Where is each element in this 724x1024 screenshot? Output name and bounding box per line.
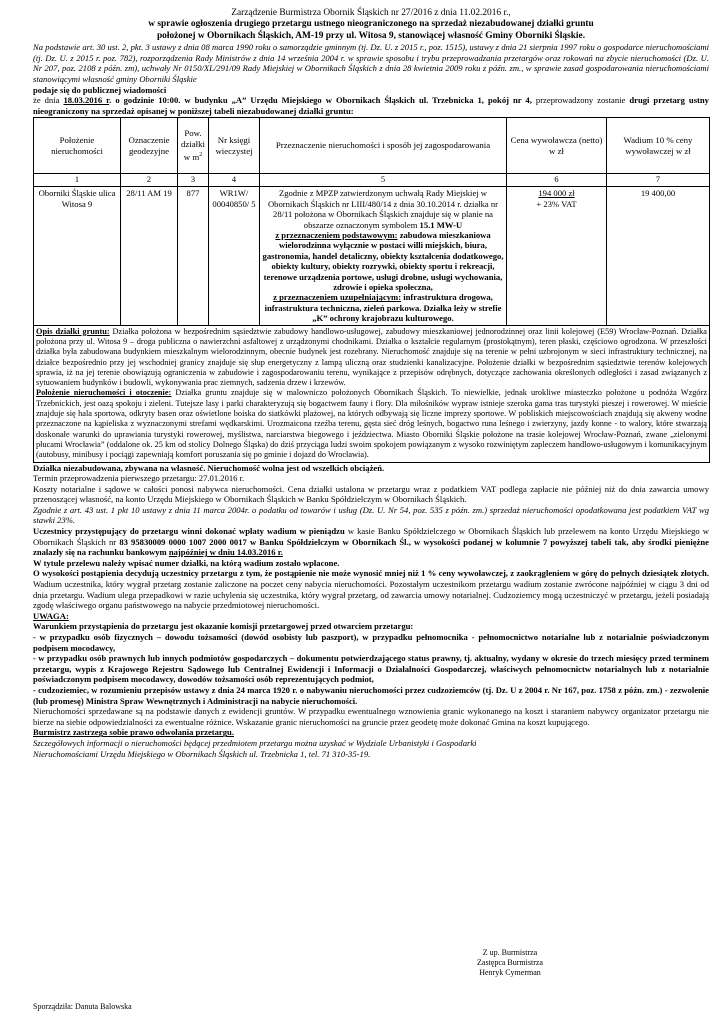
basic-purpose-label: z przeznaczeniem podstawowym:: [275, 230, 398, 240]
cell-deposit: 19 400,00: [607, 187, 710, 325]
intro-text-2: przeprowadzony zostanie: [531, 95, 630, 106]
first-tender-date: Termin przeprowadzenia pierwszego przetargu: 27.01.2016 r.: [33, 473, 245, 484]
ordinance-title: Zarządzenie Burmistrza Obornik Śląskich nr 27/2016 z dnia 11.02.2016 r.,: [231, 8, 511, 18]
requirement-companies: - w przypadku osób prawnych lub innych podmiotów gospodarczych – dokumentu potwierdzającego status prawny, tj. aktualny, wydany w okresie do trzech miesięcy przed terminem przetargu, wypis z Krajowego Rejestru Sądowego lub Centralnej Ewidencji i Informacji o Działalności Gospodarczej, właściwych pełnomocnictw notarialnych lub z notarialnie poświadczonym podpisem mocodawcy, dowodów tożsamości osób reprezentujących podmiot,: [33, 653, 709, 685]
costs-paragraph: Koszty notarialne i sądowe w całości ponosi nabywca nieruchomości. Cena działki ustalona w przetargu wraz z podatkiem VAT podlega zapłacie nie później niż do dnia zawarcia umowy przenoszącej własność, na konto Urzędu Miejskiego w Obornikach Śląskich w Banku Spółdzielczym w Obornikach Śląskich.: [33, 483, 709, 505]
header-price: Cena wywoławcza (netto) w zł: [507, 118, 607, 174]
location-description-label: Położenie nieruchomości i otoczenie:: [36, 388, 172, 398]
requirement-individuals: - w przypadku osób fizycznych – dowodu tożsamości (dowód osobisty lub paszport), w przypadku pełnomocnika - pełnomocnictwo notarialne lub z notarialnie poświadczonym podpisem mocodawcy,: [33, 632, 709, 653]
deposit-account: 83 95830009 0000 1007 2000 0017 w Banku Spółdzielczym w Obornikach Śl., w wysokości podanej w kolumnie 7 powyższej tabeli tak, aby środki pieniężne znalazły się na rachunku bankowym: [33, 536, 709, 558]
plot-description-label: Opis działki gruntu:: [36, 326, 110, 336]
supplementary-purpose-label: z przeznaczeniem uzupełniającym:: [273, 292, 402, 303]
header-area-label: Pow. działki w m: [181, 128, 205, 163]
header-land-register: Nr księgi wieczystej: [209, 118, 260, 174]
deposit-deadline: najpóźniej w dniu 14.03.2016 r.: [168, 547, 283, 558]
bid-increment: O wysokości postąpienia decydują uczestnicy przetargu z tym, że postąpienie nie może wynosić mniej niż 1 % ceny wywoławczej, z zaokrągleniem w górę do pełnych dziesiątek złotych.: [33, 568, 709, 579]
deposit-lead: Uczestnicy przystępujący do przetargu winni dokonać wpłaty wadium w pieniądzu: [33, 526, 345, 537]
col-number: 4: [209, 174, 260, 187]
tender-location: . o godzinie 10:00. w budynku „A” Urzędu Miejskiego w Obornikach Śląskich ul. Trzebnicka 1, pokój nr 4,: [109, 95, 532, 106]
cell-price: [507, 187, 607, 325]
intro-text-1: że dnia: [33, 95, 64, 106]
header-area-sup: 2: [199, 152, 203, 159]
signature-line-1: Z up. Burmistrza: [482, 948, 538, 957]
header-area: [178, 118, 209, 174]
header-deposit: Wadium 10 % ceny wywoławczej w zł: [607, 118, 710, 174]
attention-lead: Warunkiem przystąpienia do przetargu jest okazanie komisji przetargowej przed otwarciem przetargu:: [33, 621, 414, 632]
signature-line-2: Zastępca Burmistrza: [477, 958, 543, 967]
signature-block: [460, 948, 560, 978]
prepared-by: Sporządziła: Danuta Balowska: [33, 1002, 132, 1011]
location-description-text: Działka gruntu znajduje się w malowniczo położonych Obornikach Śląskich. To niewielkie, jednak urokliwe miasteczko położone u podnóża Wzgórz Trzebnickich, jest oazą spokoju i zieleni. Tutejsze lasy i parki charakteryzują się bogactwem fauny i flory. Dla miłośników wypraw istnieje szeroka gama tras turystyki pieszej i rowerowej. W mieście znajduje się hala sportowa, odkryty basen oraz oświetlone boiska do siatkówki plażowej, na których odbywają się liczne imprezy sportowe. W pobliskich miejscowościach znajdują się akweny wodne przeznaczone na kąpieliska z wyznaczonymi strefami wędkarskimi. Urozmaicona rzeźba terenu, gęsta sieć dróg leśnych, bogactwo runa leśnego i zwierzyny, jazdy konne - to walory, które stwarzają doskonałe warunki do uprawiania turystyki rowerowej, myślistwa, narciarstwa biegowego i jeździectwa. Miasto Oborniki Śląskie położone na trasie kolejowej Wrocław-Poznań, zwane „zielonymi płucami Wrocławia” (oddalone ok. 25 km od stolicy Dolnego Śląska) do dziś przyciąga ludzi swoim spokojem powiązanym z wysoko rozwiniętym zapleczem handlowo-usługowym i komunikacyjnym (autobusy, minibusy i pociągi zapewniają komfort poruszania się po gminie i dojazd do Wrocławia).: [36, 388, 708, 460]
purpose-intro: Zgodnie z MPZP zatwierdzonym uchwałą Rady Miejskiej w Obornikach Śląskich nr LIII/480/14 z dnia 30.10.2014 r. działka nr 28/11 położona w Obornikach Śląskich znajduje się w planie na obszarze oznaczonym symbolem: [267, 188, 499, 230]
col-number: 6: [507, 174, 607, 187]
deposit-title-note: W tytule przelewu należy wpisać numer działki, na którą wadium zostało wpłacone.: [33, 557, 340, 568]
attention-heading: UWAGA:: [33, 610, 69, 621]
col-number: 5: [260, 174, 507, 187]
cell-location: Oborniki Śląskie ulica Witosa 9: [34, 187, 121, 325]
boundaries-paragraph: Nieruchomości sprzedawane są na podstawie danych z ewidencji gruntów. W przypadku ewentualnego wznowienia granic wykonanego na koszt i staraniem nabywcy organizator przetargu nie bierze na siebie odpowiedzialności za ewentualne różnice. Wskazanie granic nieruchomości na gruncie przez geodetę może dokonać Gmina na koszt kupującego.: [33, 706, 709, 727]
legal-basis: Na podstawie art. 30 ust. 2, pkt. 3 ustawy z dnia 08 marca 1990 roku o samorządzie gminnym (tj. Dz. U. z 2015 r., poz. 1515), ustawy z dnia 21 sierpnia 1997 roku o gospodarce nieruchomościami (tj. Dz. U. z 2015 r. poz. 782), rozporządzenia Rady Ministrów z dnia 14 września 2004 r. w sprawie sposobu i trybu przeprowadzania przetargów oraz rokowań na zbycie nieruchomości (Dz. U. Nr 207, poz. 2108 z późn. zm), uchwały Nr 0150/XL/291/09 Rady Miejskiej w Obornikach Śląskich z dnia 28 kwietnia 2009 roku z późn. zm., w sprawie zasad gospodarowania nieruchomościami stanowiącymi własność gminy Oborniki Śląskie: [33, 42, 709, 84]
cell-area: 877: [178, 187, 209, 325]
deposit-text: w kasie Banku Spółdzielczego w Obornikach Śląskich lub przelewem na konto Urzędu Miejskiego w Obornikach Śląskich nr: [33, 526, 709, 547]
information-contact: Szczegółowych informacji o nieruchomości będącej przedmiotem przetargu można uzyskać w Wydziale Urbanistyki i Gospodarki Nieruchomościami Urzędu Miejskiego w Obornikach Śląskich ul. Trzebnicka 1, tel. 71 310-35-19.: [33, 737, 477, 759]
bid-text: Wadium uczestnika, który wygrał przetarg zostanie zaliczone na poczet ceny nabycia nieruchomości. Pozostałym uczestnikom przetargu wadium zostanie zwrócone najpóźniej w ciągu 3 dni od dnia przetargu. Wadium ulega przepadkowi w razie uchylenia się uczestnika, który wygrał przetarg, od zawarcia umowy notarialnej. Cudzoziemcy mogą uczestniczyć w przetargu, jeżeli posiadają zgodę właściwego organu państwowego na nabycie przedmiotowej nieruchomości.: [33, 579, 709, 611]
price-value: 194 000 zł: [538, 188, 575, 199]
deposit-paragraph: [33, 526, 709, 568]
cell-geodetic: 28/11 AM 19: [121, 187, 178, 325]
requirement-foreigners: - cudzoziemiec, w rozumieniu przepisów ustawy z dnia 24 marca 1920 r. o nabywaniu nieruchomości przez cudzoziemców (tj. Dz. U z 2004 r. Nr 167, poz. 1758 z późn. zm.) - zezwolenie (lub promesę) Ministra Spraw Wewnętrznych i Administracji na nabycie nieruchomości.: [33, 684, 709, 706]
header-geodetic: Oznaczenie geodezyjne: [121, 118, 178, 174]
cancellation-reserve: Burmistrz zastrzega sobie prawo odwołania przetargu.: [33, 727, 234, 738]
ordinance-subject-2: położonej w Obornikach Śląskich, AM-19 przy ul. Witosa 9, stanowiącej własność Gminy Oborniki Śląskie.: [156, 30, 586, 41]
col-number: 3: [178, 174, 209, 187]
vat-note: Zgodnie z art. 43 ust. 1 pkt 10 ustawy z dnia 11 marca 2004r. o podatku od towarów i usług (Dz. U. Nr 54, poz. 535 z późn. zm.) sprzedaż nieruchomości opodatkowana jest podatkiem VAT wg stawki 23%.: [33, 504, 709, 526]
ordinance-subject-1: w sprawie ogłoszenia drugiego przetargu ustnego nieograniczonego na sprzedaż niezabudowanej działki gruntu: [148, 19, 594, 30]
plot-description-text: Działka położona w bezpośrednim sąsiedztwie zabudowy handlowo-usługowej, zabudowy mieszkaniowej jednorodzinnej oraz linii kolejowej (E59) Wrocław-Poznań. Działka położona przy ul. Witosa 9 – droga publiczna o nawierzchni asfaltowej z urządzonymi chodnikami. Działka o kształcie regularnym (prostokątnym), teren płaski, częściowo ogrodzona. W przeszłości działka była zabudowana budynkiem mieszkalnym wielorodzinnym, obecnie budynek jest rozebrany. Nieruchomość znajduje się na terenie w pełni uzbrojonym w sieci infrastruktury technicznej, na działce bezpośrednio przy jej wschodniej granicy znajduje się słup energetyczny z lampą uliczną oraz studzienki kanalizacyjne. Położenie działki w bezpośrednim sąsiedztwie terenów kolejowych sprawia, iż na jej terenie obowiązują ograniczenia w zabudowie i zagospodarowaniu terenu, wynikające z przepisów odrębnych, dotyczące zachowania określonych odległości i zasad związanych z sytuowaniem budynków i budowli, wykonywania prac ziemnych, sadzenia drzew i krzewów.: [36, 326, 707, 388]
document: [33, 8, 709, 759]
purpose-symbol: 15.1 MW-U: [419, 219, 463, 230]
header-purpose: Przeznaczenie nieruchomości i sposób jej zagospodarowania: [260, 118, 507, 174]
tender-date: 18.03.2016 r: [63, 95, 110, 106]
property-table: [33, 117, 710, 462]
price-vat: + 23% VAT: [536, 198, 577, 209]
cell-land-register: WR1W/ 00040850/ 5: [209, 187, 260, 325]
signature-line-3: Henryk Cymerman: [479, 968, 541, 977]
plot-description: [34, 325, 710, 462]
cell-purpose: [260, 187, 507, 325]
header-location: Położenie nieruchomości: [34, 118, 121, 174]
announcement: podaje się do publicznej wiadomości: [33, 84, 167, 95]
col-number: 7: [607, 174, 710, 187]
undeveloped-note: Działka niezabudowana, zbywana na własność. Nieruchomość wolna jest od wszelkich obciążeń.: [33, 462, 385, 473]
col-number: 1: [34, 174, 121, 187]
supplementary-purpose-text: infrastruktura drogowa, infrastruktura techniczna, zieleń parkowa. Działka leży w strefie „K” ochrony krajobrazu kulturowego.: [264, 292, 502, 324]
bid-paragraph: [33, 568, 709, 610]
basic-purpose-text: zabudowa mieszkaniowa wielorodzinna wyłącznie w postaci willi miejskich, biura, gastronomia, handel detaliczny, obiekty kształcenia dodatkowego, obiekty kultury, obiekty rozrywki, obiekty sportu i rekreacji, terenowe urządzenia portowe, usługi drobne, usługi wychowania, zdrowie i opieka społeczna,: [262, 230, 504, 293]
tender-type: drugi przetarg ustny nieograniczony na sprzedaż opisanej w poniższej tabeli niezabudowanej działki gruntu:: [33, 95, 709, 116]
intro-paragraph: [33, 95, 709, 116]
col-number: 2: [121, 174, 178, 187]
